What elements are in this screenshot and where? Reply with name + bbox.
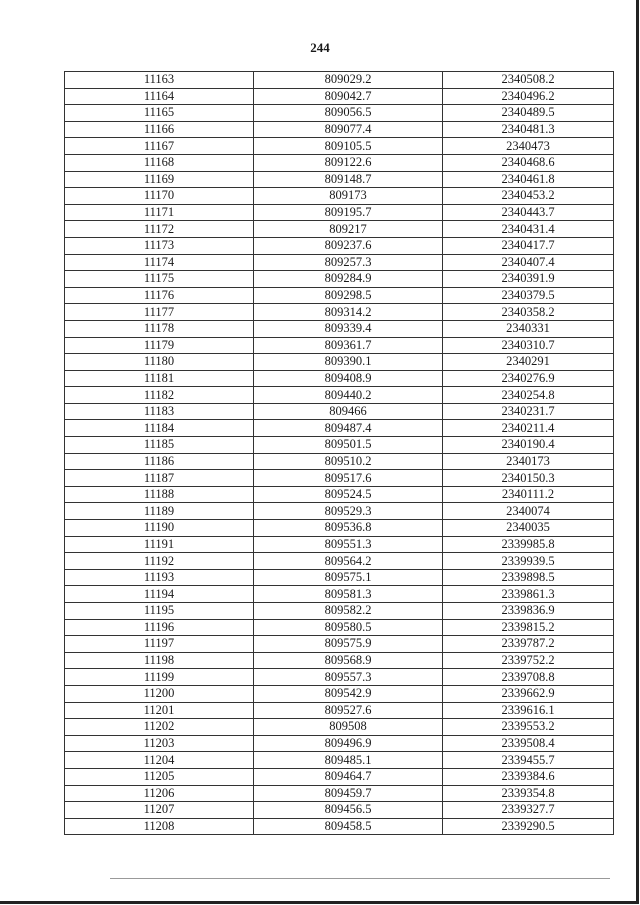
- table-row: [65, 503, 614, 520]
- x-coordinate-cell: 809568.9: [254, 652, 443, 669]
- table-row: [65, 437, 614, 454]
- table-row: [65, 188, 614, 205]
- table-row: [65, 652, 614, 669]
- y-coordinate-cell: 2340407.4: [443, 254, 614, 271]
- point-number-cell: 11201: [65, 702, 254, 719]
- x-coordinate-cell: 809575.9: [254, 636, 443, 653]
- y-coordinate-cell: 2340453.2: [443, 188, 614, 205]
- x-coordinate-cell: 809501.5: [254, 437, 443, 454]
- y-coordinate-cell: 2340379.5: [443, 287, 614, 304]
- table-row: [65, 752, 614, 769]
- x-coordinate-cell: 809536.8: [254, 520, 443, 537]
- table-row: [65, 337, 614, 354]
- point-number-cell: 11192: [65, 553, 254, 570]
- point-number-cell: 11191: [65, 536, 254, 553]
- y-coordinate-cell: 2340254.8: [443, 387, 614, 404]
- table-row: [65, 287, 614, 304]
- table-row: [65, 254, 614, 271]
- table-row: [65, 818, 614, 835]
- table-row: [65, 420, 614, 437]
- point-number-cell: 11190: [65, 520, 254, 537]
- y-coordinate-cell: 2339384.6: [443, 768, 614, 785]
- point-number-cell: 11170: [65, 188, 254, 205]
- y-coordinate-cell: 2340291: [443, 354, 614, 371]
- table-row: [65, 768, 614, 785]
- point-number-cell: 11194: [65, 586, 254, 603]
- point-number-cell: 11174: [65, 254, 254, 271]
- point-number-cell: 11198: [65, 652, 254, 669]
- point-number-cell: 11166: [65, 121, 254, 138]
- x-coordinate-cell: 809314.2: [254, 304, 443, 321]
- table-row: [65, 702, 614, 719]
- table-row: [65, 636, 614, 653]
- y-coordinate-cell: 2339939.5: [443, 553, 614, 570]
- table-row: [65, 586, 614, 603]
- x-coordinate-cell: 809195.7: [254, 204, 443, 221]
- y-coordinate-cell: 2339708.8: [443, 669, 614, 686]
- point-number-cell: 11177: [65, 304, 254, 321]
- point-number-cell: 11172: [65, 221, 254, 238]
- y-coordinate-cell: 2340276.9: [443, 370, 614, 387]
- x-coordinate-cell: 809496.9: [254, 735, 443, 752]
- point-number-cell: 11207: [65, 802, 254, 819]
- coordinates-table: [64, 71, 614, 835]
- point-number-cell: 11203: [65, 735, 254, 752]
- y-coordinate-cell: 2339985.8: [443, 536, 614, 553]
- x-coordinate-cell: 809564.2: [254, 553, 443, 570]
- y-coordinate-cell: 2339327.7: [443, 802, 614, 819]
- x-coordinate-cell: 809485.1: [254, 752, 443, 769]
- y-coordinate-cell: 2340473: [443, 138, 614, 155]
- table-row: [65, 603, 614, 620]
- y-coordinate-cell: 2340358.2: [443, 304, 614, 321]
- x-coordinate-cell: 809459.7: [254, 785, 443, 802]
- point-number-cell: 11196: [65, 619, 254, 636]
- table-row: [65, 735, 614, 752]
- y-coordinate-cell: 2340508.2: [443, 72, 614, 89]
- x-coordinate-cell: 809408.9: [254, 370, 443, 387]
- point-number-cell: 11193: [65, 569, 254, 586]
- point-number-cell: 11189: [65, 503, 254, 520]
- x-coordinate-cell: 809580.5: [254, 619, 443, 636]
- x-coordinate-cell: 809440.2: [254, 387, 443, 404]
- point-number-cell: 11175: [65, 271, 254, 288]
- y-coordinate-cell: 2340231.7: [443, 403, 614, 420]
- point-number-cell: 11186: [65, 453, 254, 470]
- y-coordinate-cell: 2340443.7: [443, 204, 614, 221]
- table-row: [65, 105, 614, 122]
- x-coordinate-cell: 809148.7: [254, 171, 443, 188]
- point-number-cell: 11168: [65, 154, 254, 171]
- table-row: [65, 88, 614, 105]
- table-row: [65, 304, 614, 321]
- table-row: [65, 138, 614, 155]
- point-number-cell: 11188: [65, 486, 254, 503]
- point-number-cell: 11183: [65, 403, 254, 420]
- x-coordinate-cell: 809466: [254, 403, 443, 420]
- x-coordinate-cell: 809056.5: [254, 105, 443, 122]
- table-row: [65, 802, 614, 819]
- y-coordinate-cell: 2340111.2: [443, 486, 614, 503]
- point-number-cell: 11206: [65, 785, 254, 802]
- bottom-rule: [110, 878, 610, 879]
- x-coordinate-cell: 809464.7: [254, 768, 443, 785]
- point-number-cell: 11179: [65, 337, 254, 354]
- point-number-cell: 11165: [65, 105, 254, 122]
- x-coordinate-cell: 809542.9: [254, 685, 443, 702]
- table-row: [65, 403, 614, 420]
- point-number-cell: 11195: [65, 603, 254, 620]
- y-coordinate-cell: 2339815.2: [443, 619, 614, 636]
- y-coordinate-cell: 2340211.4: [443, 420, 614, 437]
- point-number-cell: 11176: [65, 287, 254, 304]
- x-coordinate-cell: 809284.9: [254, 271, 443, 288]
- point-number-cell: 11184: [65, 420, 254, 437]
- point-number-cell: 11204: [65, 752, 254, 769]
- x-coordinate-cell: 809105.5: [254, 138, 443, 155]
- table-row: [65, 785, 614, 802]
- point-number-cell: 11197: [65, 636, 254, 653]
- x-coordinate-cell: 809517.6: [254, 470, 443, 487]
- point-number-cell: 11187: [65, 470, 254, 487]
- y-coordinate-cell: 2340489.5: [443, 105, 614, 122]
- y-coordinate-cell: 2340150.3: [443, 470, 614, 487]
- table-row: [65, 237, 614, 254]
- page-number: 244: [310, 40, 330, 55]
- y-coordinate-cell: 2339616.1: [443, 702, 614, 719]
- x-coordinate-cell: 809551.3: [254, 536, 443, 553]
- table-row: [65, 370, 614, 387]
- x-coordinate-cell: 809510.2: [254, 453, 443, 470]
- table-row: [65, 72, 614, 89]
- y-coordinate-cell: 2340431.4: [443, 221, 614, 238]
- point-number-cell: 11182: [65, 387, 254, 404]
- x-coordinate-cell: 809042.7: [254, 88, 443, 105]
- x-coordinate-cell: 809527.6: [254, 702, 443, 719]
- point-number-cell: 11169: [65, 171, 254, 188]
- table-row: [65, 685, 614, 702]
- x-coordinate-cell: 809029.2: [254, 72, 443, 89]
- table-row: [65, 320, 614, 337]
- y-coordinate-cell: 2340468.6: [443, 154, 614, 171]
- table-row: [65, 536, 614, 553]
- x-coordinate-cell: 809524.5: [254, 486, 443, 503]
- table-row: [65, 520, 614, 537]
- x-coordinate-cell: 809237.6: [254, 237, 443, 254]
- x-coordinate-cell: 809529.3: [254, 503, 443, 520]
- table-row: [65, 569, 614, 586]
- x-coordinate-cell: 809361.7: [254, 337, 443, 354]
- y-coordinate-cell: 2339290.5: [443, 818, 614, 835]
- x-coordinate-cell: 809217: [254, 221, 443, 238]
- coordinates-table-body: [65, 72, 614, 835]
- table-row: [65, 354, 614, 371]
- point-number-cell: 11185: [65, 437, 254, 454]
- x-coordinate-cell: 809508: [254, 719, 443, 736]
- point-number-cell: 11171: [65, 204, 254, 221]
- point-number-cell: 11181: [65, 370, 254, 387]
- table-row: [65, 719, 614, 736]
- point-number-cell: 11200: [65, 685, 254, 702]
- x-coordinate-cell: 809298.5: [254, 287, 443, 304]
- x-coordinate-cell: 809173: [254, 188, 443, 205]
- y-coordinate-cell: 2340035: [443, 520, 614, 537]
- point-number-cell: 11205: [65, 768, 254, 785]
- y-coordinate-cell: 2339787.2: [443, 636, 614, 653]
- table-row: [65, 271, 614, 288]
- y-coordinate-cell: 2340173: [443, 453, 614, 470]
- point-number-cell: 11180: [65, 354, 254, 371]
- x-coordinate-cell: 809390.1: [254, 354, 443, 371]
- x-coordinate-cell: 809456.5: [254, 802, 443, 819]
- x-coordinate-cell: 809257.3: [254, 254, 443, 271]
- x-coordinate-cell: 809077.4: [254, 121, 443, 138]
- table-row: [65, 553, 614, 570]
- point-number-cell: 11208: [65, 818, 254, 835]
- y-coordinate-cell: 2340391.9: [443, 271, 614, 288]
- y-coordinate-cell: 2340331: [443, 320, 614, 337]
- y-coordinate-cell: 2340417.7: [443, 237, 614, 254]
- y-coordinate-cell: 2339553.2: [443, 719, 614, 736]
- table-row: [65, 470, 614, 487]
- table-row: [65, 387, 614, 404]
- x-coordinate-cell: 809582.2: [254, 603, 443, 620]
- y-coordinate-cell: 2340190.4: [443, 437, 614, 454]
- point-number-cell: 11173: [65, 237, 254, 254]
- y-coordinate-cell: 2340496.2: [443, 88, 614, 105]
- table-row: [65, 204, 614, 221]
- point-number-cell: 11202: [65, 719, 254, 736]
- y-coordinate-cell: 2339752.2: [443, 652, 614, 669]
- x-coordinate-cell: 809122.6: [254, 154, 443, 171]
- x-coordinate-cell: 809487.4: [254, 420, 443, 437]
- y-coordinate-cell: 2339354.8: [443, 785, 614, 802]
- point-number-cell: 11167: [65, 138, 254, 155]
- y-coordinate-cell: 2339861.3: [443, 586, 614, 603]
- x-coordinate-cell: 809575.1: [254, 569, 443, 586]
- y-coordinate-cell: 2339662.9: [443, 685, 614, 702]
- table-row: [65, 453, 614, 470]
- point-number-cell: 11178: [65, 320, 254, 337]
- point-number-cell: 11199: [65, 669, 254, 686]
- table-row: [65, 669, 614, 686]
- table-row: [65, 486, 614, 503]
- y-coordinate-cell: 2339455.7: [443, 752, 614, 769]
- table-row: [65, 221, 614, 238]
- x-coordinate-cell: 809557.3: [254, 669, 443, 686]
- y-coordinate-cell: 2340461.8: [443, 171, 614, 188]
- table-row: [65, 171, 614, 188]
- table-row: [65, 619, 614, 636]
- y-coordinate-cell: 2340074: [443, 503, 614, 520]
- table-row: [65, 154, 614, 171]
- y-coordinate-cell: 2339898.5: [443, 569, 614, 586]
- x-coordinate-cell: 809339.4: [254, 320, 443, 337]
- y-coordinate-cell: 2340481.3: [443, 121, 614, 138]
- x-coordinate-cell: 809458.5: [254, 818, 443, 835]
- point-number-cell: 11163: [65, 72, 254, 89]
- y-coordinate-cell: 2339508.4: [443, 735, 614, 752]
- table-row: [65, 121, 614, 138]
- x-coordinate-cell: 809581.3: [254, 586, 443, 603]
- y-coordinate-cell: 2340310.7: [443, 337, 614, 354]
- y-coordinate-cell: 2339836.9: [443, 603, 614, 620]
- point-number-cell: 11164: [65, 88, 254, 105]
